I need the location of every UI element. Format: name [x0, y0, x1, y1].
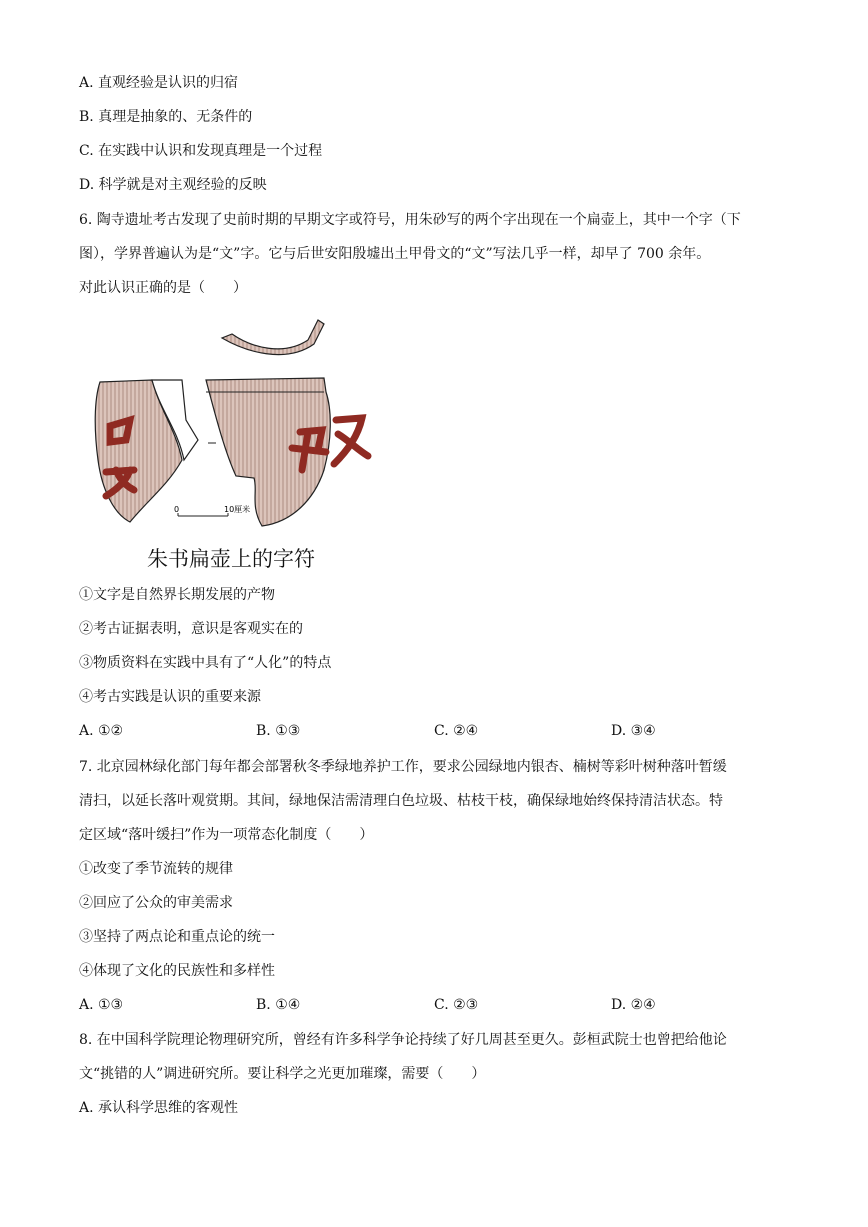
q7-item-2: ②回应了公众的审美需求	[79, 895, 233, 911]
q5-option-a: A. 直观经验是认识的归宿	[79, 75, 239, 91]
q7-option-d: D. ②④	[611, 997, 656, 1013]
q6-option-c: C. ②④	[434, 723, 479, 739]
q6-stem-line-1: 6. 陶寺遗址考古发现了史前时期的早期文字或符号，用朱砂写的两个字出现在一个扁壶上，其中一个字（下	[79, 212, 741, 228]
rim-fragment	[222, 320, 324, 355]
q6-option-d: D. ③④	[611, 723, 656, 739]
q7-item-1: ①改变了季节流转的规律	[79, 861, 233, 877]
q7-item-3: ③坚持了两点论和重点论的统一	[79, 929, 275, 945]
q7-option-a: A. ①③	[79, 997, 124, 1013]
q6-item-3: ③物质资料在实践中具有了“人化”的特点	[79, 655, 332, 671]
q7-stem-line-2: 清扫，以延长落叶观赏期。其间，绿地保洁需清理白色垃圾、枯枝干枝，确保绿地始终保持清洁状态。特	[79, 793, 723, 809]
q5-option-d: D. 科学就是对主观经验的反映	[79, 177, 267, 193]
scale-end-label: 10厘米	[224, 505, 251, 514]
q7-item-4: ④体现了文化的民族性和多样性	[79, 963, 275, 979]
q5-option-b: B. 真理是抽象的、无条件的	[79, 109, 253, 125]
q7-option-b: B. ①④	[256, 997, 301, 1013]
q8-stem-line-1: 8. 在中国科学院理论物理研究所，曾经有许多科学争论持续了好几周甚至更久。彭桓武院士也曾把给他论	[79, 1032, 727, 1048]
flat-pot-illustration	[86, 300, 376, 540]
q8-stem-line-2: 文“挑错的人”调进研究所。要让科学之光更加璀璨，需要（ ）	[79, 1066, 486, 1082]
q6-option-a: A. ①②	[79, 723, 124, 739]
q7-stem-line-1: 7. 北京园林绿化部门每年都会部署秋冬季绿地养护工作，要求公园绿地内银杏、楠树等彩叶树种落叶暂缓	[79, 759, 727, 775]
q5-option-c: C. 在实践中认识和发现真理是一个过程	[79, 143, 323, 159]
q7-option-c: C. ②③	[434, 997, 479, 1013]
q6-option-b: B. ①③	[256, 723, 301, 739]
flat-pot-figure	[86, 300, 376, 580]
q7-stem-line-3: 定区域“落叶缓扫”作为一项常态化制度（ ）	[79, 827, 374, 843]
figure-caption: 朱书扁壶上的字符	[147, 547, 315, 571]
q6-item-4: ④考古实践是认识的重要来源	[79, 689, 261, 705]
q6-item-1: ①文字是自然界长期发展的产物	[79, 587, 275, 603]
q6-stem-line-2: 图），学界普遍认为是“文”字。它与后世安阳殷墟出土甲骨文的“文”写法几乎一样，却早了 700 余年。	[79, 246, 711, 262]
q8-option-a: A. 承认科学思维的客观性	[79, 1100, 239, 1116]
q6-item-2: ②考古证据表明，意识是客观实在的	[79, 621, 303, 637]
q6-stem-line-3: 对此认识正确的是（ ）	[79, 280, 247, 296]
scale-zero-label: 0	[174, 505, 180, 514]
